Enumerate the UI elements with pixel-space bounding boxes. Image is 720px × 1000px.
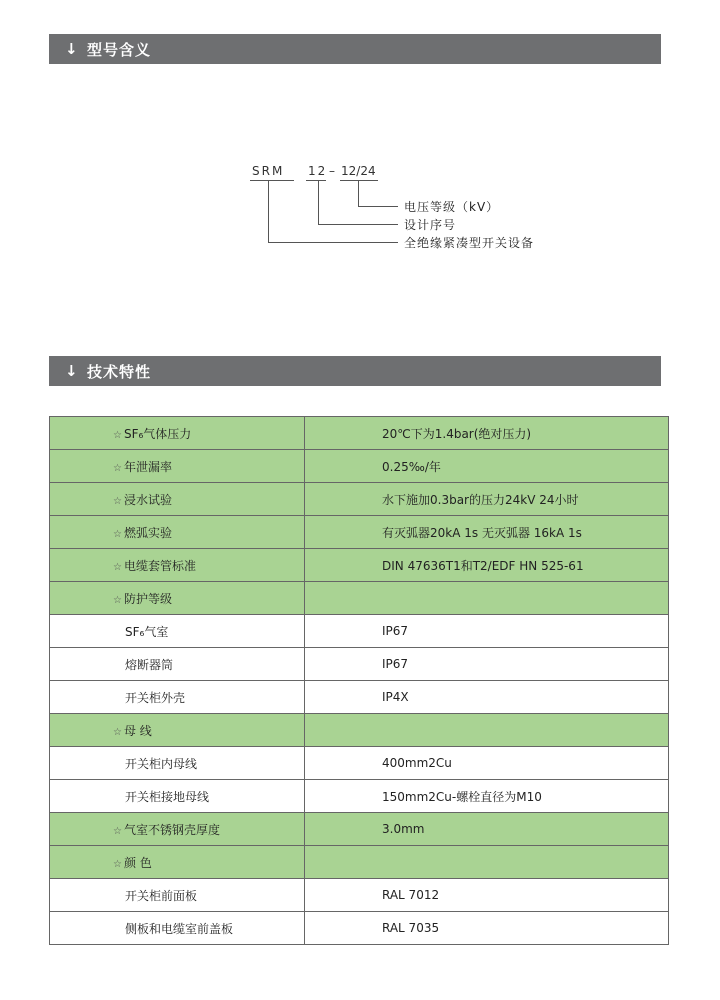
param-cell (50, 714, 305, 747)
param-cell-content (50, 425, 304, 442)
value-cell (305, 846, 669, 879)
param-label: 熔断器筒 (125, 657, 174, 672)
param-label: 开关柜前面板 (125, 888, 198, 903)
param-label: 开关柜内母线 (125, 756, 198, 771)
table-row (50, 615, 669, 648)
prefix-leader-v (268, 180, 269, 242)
param-cell-content (50, 623, 304, 640)
param-label: 年泄漏率 (123, 459, 172, 474)
param-cell (50, 780, 305, 813)
table-row (50, 747, 669, 780)
param-label: 开关柜外壳 (125, 690, 186, 705)
value-cell (305, 813, 669, 846)
param-cell-content (50, 821, 304, 838)
param-label: 浸水试验 (123, 492, 172, 507)
param-cell-content (50, 458, 304, 475)
star-icon: ☆ (113, 858, 122, 870)
value-cell (305, 582, 669, 615)
param-label: 颜 色 (123, 855, 152, 870)
param-cell (50, 648, 305, 681)
value-cell (305, 615, 669, 648)
table-row (50, 516, 669, 549)
param-label: 气室不锈钢壳厚度 (123, 822, 220, 837)
model-prefix: SRM (252, 164, 285, 178)
value-label: IP67 (382, 657, 409, 671)
table-row (50, 648, 669, 681)
param-cell (50, 813, 305, 846)
star-icon: ☆ (113, 528, 122, 540)
value-label: 3.0mm (382, 822, 425, 836)
model-dash: – (329, 164, 335, 178)
model-code-diagram (0, 0, 720, 320)
star-icon: ☆ (113, 429, 122, 441)
label-device-type: 全绝缘紧凑型开关设备 (404, 236, 535, 250)
value-cell (305, 549, 669, 582)
value-label: DIN 47636T1和T2/EDF HN 525-61 (382, 558, 584, 573)
value-label: 0.25‰/年 (382, 459, 441, 474)
value-cell (305, 912, 669, 945)
param-cell (50, 615, 305, 648)
down-arrow-icon: ↓ (65, 40, 78, 58)
param-label: SF₆气体压力 (123, 426, 192, 441)
value-label: RAL 7012 (382, 888, 440, 902)
param-cell (50, 879, 305, 912)
star-icon: ☆ (113, 726, 122, 738)
param-cell-content (50, 755, 304, 772)
section-title: 型号含义 (87, 40, 152, 59)
star-icon: ☆ (113, 495, 122, 507)
table-row (50, 879, 669, 912)
param-cell-content (50, 491, 304, 508)
param-cell (50, 681, 305, 714)
param-cell-content (50, 656, 304, 673)
param-cell-content (50, 557, 304, 574)
star-icon: ☆ (113, 594, 122, 606)
value-cell (305, 483, 669, 516)
value-cell (305, 681, 669, 714)
table-row (50, 483, 669, 516)
table-row (50, 780, 669, 813)
value-label: RAL 7035 (382, 921, 440, 935)
table-row (50, 450, 669, 483)
section-header-tech (49, 356, 661, 386)
param-label: 侧板和电缆室前盖板 (125, 921, 234, 936)
value-label: 有灭弧器20kA 1s 无灭弧器 16kA 1s (382, 525, 582, 540)
label-voltage-level: 电压等级（kV） (404, 200, 500, 214)
param-label: 防护等级 (123, 591, 172, 606)
star-icon: ☆ (113, 462, 122, 474)
voltage-underline (340, 180, 378, 181)
value-cell (305, 747, 669, 780)
param-cell (50, 582, 305, 615)
param-cell (50, 747, 305, 780)
param-cell-content (50, 524, 304, 541)
param-cell-content (50, 689, 304, 706)
voltage-leader-v (358, 180, 359, 206)
star-icon: ☆ (113, 825, 122, 837)
value-cell (305, 648, 669, 681)
param-cell (50, 912, 305, 945)
number-leader-v (318, 180, 319, 224)
table-row (50, 714, 669, 747)
number-leader-h (318, 224, 398, 225)
star-icon: ☆ (113, 561, 122, 573)
param-cell (50, 516, 305, 549)
number-underline (306, 180, 326, 181)
param-cell-content (50, 887, 304, 904)
param-cell (50, 549, 305, 582)
section-title: 技术特性 (87, 362, 152, 381)
param-cell (50, 450, 305, 483)
param-label: SF₆气室 (125, 624, 169, 639)
param-cell-content (50, 722, 304, 739)
param-cell (50, 846, 305, 879)
param-label: 开关柜接地母线 (125, 789, 210, 804)
spec-table (49, 416, 669, 945)
value-label: IP4X (382, 690, 409, 704)
value-cell (305, 417, 669, 450)
param-label: 电缆套管标准 (123, 558, 196, 573)
value-label: 150mm2Cu-螺栓直径为M10 (382, 789, 542, 804)
down-arrow-icon: ↓ (65, 362, 78, 380)
value-cell (305, 879, 669, 912)
prefix-leader-h (268, 242, 398, 243)
table-row (50, 549, 669, 582)
table-row (50, 912, 669, 945)
model-voltage: 12/24 (341, 164, 376, 178)
table-row (50, 417, 669, 450)
value-label: 20℃下为1.4bar(绝对压力) (382, 426, 532, 441)
value-label: 水下施加0.3bar的压力24kV 24小时 (382, 492, 579, 507)
table-row (50, 846, 669, 879)
param-cell-content (50, 788, 304, 805)
param-cell-content (50, 854, 304, 871)
label-design-seq: 设计序号 (404, 218, 457, 232)
param-label: 母 线 (123, 723, 152, 738)
spec-table-body (50, 417, 669, 945)
table-row (50, 681, 669, 714)
value-cell (305, 516, 669, 549)
param-cell-content (50, 920, 304, 937)
voltage-leader-h (358, 206, 398, 207)
value-cell (305, 780, 669, 813)
value-cell (305, 714, 669, 747)
model-number: 12 (308, 164, 328, 178)
value-label: 400mm2Cu (382, 756, 452, 770)
param-cell (50, 483, 305, 516)
param-label: 燃弧实验 (123, 525, 172, 540)
table-row (50, 813, 669, 846)
param-cell-content (50, 590, 304, 607)
table-row (50, 582, 669, 615)
value-cell (305, 450, 669, 483)
prefix-underline (250, 180, 294, 181)
param-cell (50, 417, 305, 450)
value-label: IP67 (382, 624, 409, 638)
